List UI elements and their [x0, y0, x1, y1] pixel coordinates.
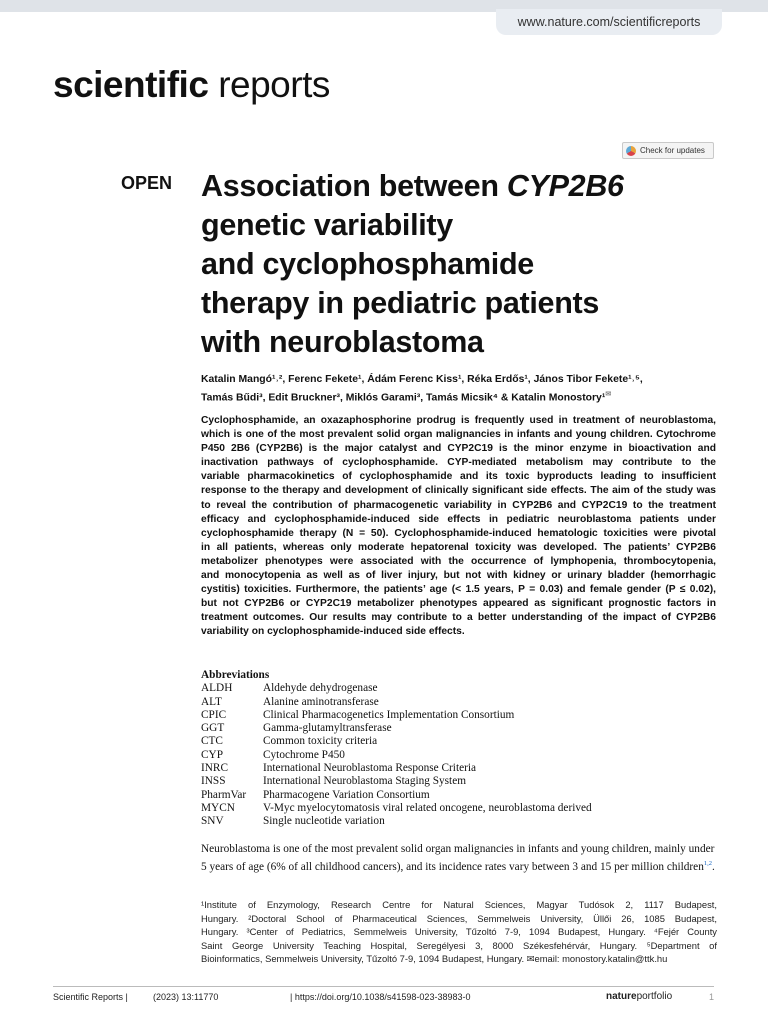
authors-line: Katalin Mangó¹˒², Ferenc Fekete¹, Ádám Ferenc Kiss¹, Réka Erdős¹, János Tibor Fekete¹˒⁵,	[201, 374, 643, 385]
journal-logo[interactable]	[53, 64, 330, 106]
abstract-line: in all patients, whereas only moderate hepatorenal toxicity was developed. The patients’ CYP2B6	[201, 541, 716, 553]
intro-line: 5 years of age (6% of all childhood cancers), and its incidence rates vary between 3 and 15 per million children$^{1,2}$.	[201, 859, 715, 873]
abbreviation-row: CTC Common toxicity criteria	[201, 735, 378, 748]
abstract-line: variable pharmacokinetics of cyclophosphamide and its toxic byproducts leading to insufficient	[201, 471, 716, 483]
abstract-line: and monocytopenia as well as of liver injury, but not with kidney or urinary bladder (hemorrhagic	[201, 570, 716, 582]
abbreviation-row: PharmVar Pharmacogene Variation Consortium	[201, 788, 430, 801]
crossmark-icon	[626, 146, 636, 156]
affiliation-line: Saint George University Teaching Hospital, Seregélyesi 3, 8000 Székesfehérvár, Hungary. ⁵Department of	[201, 939, 717, 951]
open-access-label: OPEN	[121, 173, 173, 193]
affiliation-line: Bioinformatics, Semmelweis University, Tűzoltó 7-9, 1094 Budapest, Hungary. ✉email: monostory.katalin@ttk.hu	[201, 953, 668, 964]
abbreviation-row: CYP Cytochrome P450	[201, 748, 345, 761]
abstract-line: response to the therapy and development of clinically significant side effects. The aim of the study was	[201, 485, 716, 497]
title-line: therapy in pediatric patients	[201, 286, 600, 320]
title-line: Association between CYP2B6	[201, 169, 624, 203]
abbreviation-row: INSS International Neuroblastoma Staging System	[201, 775, 466, 788]
abstract-line: but not CYP2B6 or CYP2C19 metabolizer phenotypes appeared as significant prognostic factors in	[201, 598, 716, 610]
abstract-line: Cyclophosphamide, an oxazaphosphorine prodrug is frequently used in treatment of neuroblastoma,	[201, 415, 716, 426]
footer-year-volume: (2023) 13:11770	[153, 992, 219, 1002]
check-for-updates-button[interactable]	[622, 142, 714, 159]
intro-line: Neuroblastoma is one of the most prevalent solid organ malignancies in infants and young children, mainly under	[201, 843, 715, 855]
journal-logo-light: reports	[218, 64, 330, 105]
journal-logo-bold: scientific	[53, 64, 209, 105]
abbreviation-row: MYCN V-Myc myelocytomatosis viral related oncogene, neuroblastoma derived	[201, 801, 592, 814]
title-line: and cyclophosphamide	[201, 247, 534, 281]
affiliation-line: Hungary. ²Doctoral School of Pharmaceutical Sciences, Semmelweis University, Üllői 26, 1085 Budapest,	[201, 912, 717, 924]
affiliation-line: ¹Institute of Enzymology, Research Centre for Natural Sciences, Magyar Tudósok 2, 1117 Budapest,	[201, 899, 717, 910]
title-line: with neuroblastoma	[201, 325, 484, 359]
title-line: genetic variability	[201, 208, 453, 242]
abbreviation-row: SNV Single nucleotide variation	[201, 815, 385, 828]
abstract-line: efficacy and cyclophosphamide-induced side effects in pediatric neuroblastoma patients under	[201, 513, 716, 525]
abstract-line: P450 2B6 (CYP2B6) is the major catalyst and CYP2C19 is the minor enzyme in bioactivation and	[201, 443, 716, 455]
abstract	[201, 414, 716, 640]
citation-link[interactable]: 1,2	[703, 859, 712, 867]
author-list	[201, 372, 721, 405]
abstract-line: cystitis) toxicities. Furthermore, the patients’ age (< 1.5 years, P = 0.03) and female gender (P ≤ 0.02),	[201, 584, 716, 596]
footer-divider	[53, 986, 714, 987]
abbreviation-row: ALT Alanine aminotransferase	[201, 695, 379, 708]
page-number: 1	[709, 992, 715, 1002]
abbreviations-heading: Abbreviations	[201, 669, 270, 681]
abbreviation-row: ALDH Aldehyde dehydrogenase	[201, 682, 378, 695]
abbreviation-row: GGT Gamma-glutamyltransferase	[201, 722, 392, 735]
abstract-line: to reveal the contribution of pharmacogenetic variability in CYP2B6 and CYP2C19 to the treatment	[201, 499, 716, 511]
abstract-line: metabolizer phenotypes were associated with the occurrence of lymphopenia, thrombocytopenia,	[201, 555, 716, 567]
publisher-logo[interactable]: natureportfolio	[606, 991, 673, 1002]
abbreviations-list	[201, 669, 716, 829]
abstract-line: treatment outcomes. Our results may contribute to a better understanding of the impact of CYP2B6	[201, 612, 716, 624]
authors-line: Tamás Bűdi³, Edit Bruckner³, Miklós Garami³, Tamás Micsik⁴ & Katalin Monostory¹✉	[201, 391, 612, 404]
affiliations	[201, 898, 717, 966]
abstract-line: cyclophosphamide therapy (N = 50). Cyclophosphamide-induced hematologic toxicities were pivotal	[201, 527, 716, 539]
introduction-paragraph	[201, 842, 717, 874]
check-for-updates-label: Check for updates	[640, 146, 705, 155]
article-title	[201, 167, 671, 362]
footer-doi-link[interactable]: | https://doi.org/10.1038/s41598-023-38983-0	[290, 992, 471, 1002]
affiliation-line: Hungary. ³Center of Pediatrics, Semmelweis University, Tűzoltó 7-9, 1094 Budapest, Hungary. ⁴Fejér County	[201, 926, 717, 937]
abbreviation-row: INRC International Neuroblastoma Response Criteria	[201, 762, 477, 775]
journal-url[interactable]: www.nature.com/scientificreports	[496, 9, 722, 35]
abstract-line: variability on cyclophosphamide-induced side effects.	[201, 626, 465, 638]
email-icon[interactable]: ✉	[605, 391, 612, 398]
abstract-line: inactivation pathways of cyclophosphamide. CYP-mediated metabolism may contribute to the	[201, 457, 716, 469]
abbreviation-row: CPIC Clinical Pharmacogenetics Implementation Consortium	[201, 708, 515, 721]
abstract-line: which is one of the most prevalent solid organ malignancies in infants and young children. Cytochrome	[201, 429, 716, 441]
footer-journal: Scientific Reports |	[53, 992, 128, 1002]
